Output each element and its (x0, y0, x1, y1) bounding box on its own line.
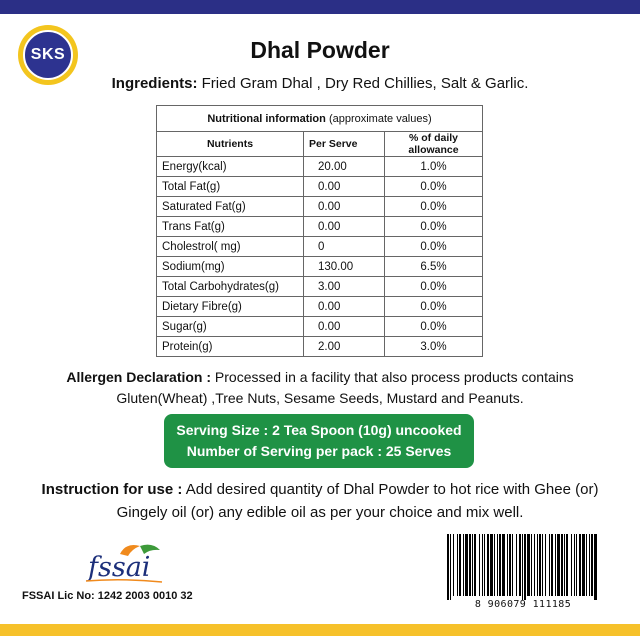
nutrition-caption-rest: (approximate values) (328, 112, 432, 125)
serving-size: Serving Size : 2 Tea Spoon (10g) uncooked (176, 422, 462, 438)
barcode-bar (512, 534, 513, 596)
fssai-license: FSSAI Lic No: 1242 2003 0010 32 (22, 590, 193, 602)
barcode-bar (509, 534, 511, 596)
barcode-bar (582, 534, 585, 596)
barcode-bar (463, 534, 464, 596)
daily-allowance-value: 0.0% (385, 317, 483, 337)
daily-allowance-value: 0.0% (385, 297, 483, 317)
barcode-bar (545, 534, 546, 596)
per-serve-value: 0.00 (304, 297, 385, 317)
header-daily-allowance: % of daily allowance (385, 132, 483, 157)
fssai-logo-text: fssai (88, 552, 151, 583)
top-color-band (0, 0, 640, 14)
per-serve-value: 0.00 (304, 317, 385, 337)
per-serve-value: 0 (304, 237, 385, 257)
barcode-bar (542, 534, 543, 596)
barcode-bars (447, 534, 597, 600)
per-serve-value: 0.00 (304, 197, 385, 217)
barcode-bar (534, 534, 535, 596)
barcode-bar (527, 534, 530, 596)
instruction-label: Instruction for use : (41, 481, 183, 498)
barcode-bar (589, 534, 590, 596)
nutrient-name: Energy(kcal) (157, 157, 304, 177)
header-per-serve: Per Serve (304, 132, 385, 157)
per-serve-value: 2.00 (304, 337, 385, 357)
table-row (157, 177, 483, 197)
table-row (157, 317, 483, 337)
daily-allowance-value: 0.0% (385, 197, 483, 217)
daily-allowance-value: 0.0% (385, 277, 483, 297)
barcode-bar (586, 534, 587, 596)
barcode-bar (487, 534, 489, 596)
nutrition-caption-row (157, 106, 483, 132)
bottom-color-band (0, 624, 640, 636)
ingredients-text: Fried Gram Dhal , Dry Red Chillies, Salt & Garlic. (201, 75, 529, 92)
fssai-logo (82, 540, 172, 586)
ingredients-line (0, 75, 640, 92)
barcode-bar (497, 534, 498, 596)
ingredients-label: Ingredients: (111, 75, 198, 92)
barcode-bar (566, 534, 568, 596)
barcode-bar (594, 534, 597, 600)
barcode-bar (450, 534, 451, 600)
barcode-bar (564, 534, 565, 596)
daily-allowance-value: 0.0% (385, 177, 483, 197)
barcode-bar (490, 534, 493, 596)
nutrition-header-row (157, 132, 483, 157)
daily-allowance-value: 0.0% (385, 237, 483, 257)
barcode-bar (459, 534, 461, 596)
per-serve-value: 130.00 (304, 257, 385, 277)
per-serve-value: 20.00 (304, 157, 385, 177)
barcode-bar (531, 534, 532, 596)
per-serve-value: 0.00 (304, 177, 385, 197)
servings-per-pack: Number of Serving per pack : 25 Serves (186, 443, 452, 459)
barcode-bar (502, 534, 505, 596)
barcode-bar (555, 534, 556, 596)
barcode-bar (549, 534, 550, 596)
table-row (157, 277, 483, 297)
per-serve-value: 0.00 (304, 217, 385, 237)
allergen-text: Processed in a facility that also process products contains Gluten(Wheat) ,Tree Nuts, Sesame Seeds, Mustard and Peanuts. (116, 369, 574, 406)
daily-allowance-value: 1.0% (385, 157, 483, 177)
barcode-bar (465, 534, 468, 596)
instruction-for-use (20, 478, 620, 524)
nutrient-name: Trans Fat(g) (157, 217, 304, 237)
header-nutrients: Nutrients (157, 132, 304, 157)
per-serve-value: 3.00 (304, 277, 385, 297)
barcode-bar (474, 534, 476, 596)
table-row (157, 297, 483, 317)
barcode-bar (519, 534, 521, 596)
barcode-bar (457, 534, 458, 596)
barcode-bar (507, 534, 508, 596)
barcode-bar (537, 534, 538, 596)
nutrition-caption (157, 106, 483, 132)
allergen-declaration (20, 367, 620, 409)
barcode-bar (557, 534, 560, 596)
serving-info-box (164, 414, 474, 468)
barcode-bar (561, 534, 563, 596)
table-row (157, 217, 483, 237)
barcode-bar (516, 534, 517, 596)
barcode-bar (574, 534, 575, 596)
daily-allowance-value: 0.0% (385, 217, 483, 237)
nutrition-table (156, 105, 483, 357)
barcode-bar (576, 534, 577, 596)
brand-logo-text: SKS (23, 30, 73, 80)
table-row (157, 157, 483, 177)
allergen-label: Allergen Declaration : (66, 369, 212, 385)
barcode-bar (551, 534, 553, 596)
table-row (157, 337, 483, 357)
barcode-bar (447, 534, 449, 600)
nutrient-name: Dietary Fibre(g) (157, 297, 304, 317)
product-title: Dhal Powder (250, 37, 390, 63)
daily-allowance-value: 3.0% (385, 337, 483, 357)
barcode-bar (499, 534, 501, 596)
barcode-bar (472, 534, 473, 596)
barcode-bar (494, 534, 495, 596)
daily-allowance-value: 6.5% (385, 257, 483, 277)
barcode-bar (484, 534, 485, 596)
barcode-bar (522, 534, 523, 600)
barcode-bar (524, 534, 526, 600)
instruction-text: Add desired quantity of Dhal Powder to hot rice with Ghee (or) Gingely oil (or) any edible oil as per your choice and mix well. (116, 481, 599, 521)
nutrient-name: Sodium(mg) (157, 257, 304, 277)
barcode-digits: 8 906079 111185 (474, 599, 572, 610)
table-row (157, 237, 483, 257)
barcode-bar (591, 534, 593, 596)
barcode-bar (579, 534, 581, 596)
nutrient-name: Total Fat(g) (157, 177, 304, 197)
table-row (157, 197, 483, 217)
barcode-bar (469, 534, 471, 596)
barcode-bar (539, 534, 541, 596)
nutrient-name: Cholestrol( mg) (157, 237, 304, 257)
nutrition-caption-bold: Nutritional information (207, 112, 326, 125)
barcode-bar (479, 534, 480, 596)
barcode-bar (571, 534, 572, 596)
barcode-bar (453, 534, 454, 596)
nutrient-name: Sugar(g) (157, 317, 304, 337)
nutrient-name: Total Carbohydrates(g) (157, 277, 304, 297)
table-row (157, 257, 483, 277)
nutrient-name: Saturated Fat(g) (157, 197, 304, 217)
barcode-bar (482, 534, 483, 596)
nutrient-name: Protein(g) (157, 337, 304, 357)
